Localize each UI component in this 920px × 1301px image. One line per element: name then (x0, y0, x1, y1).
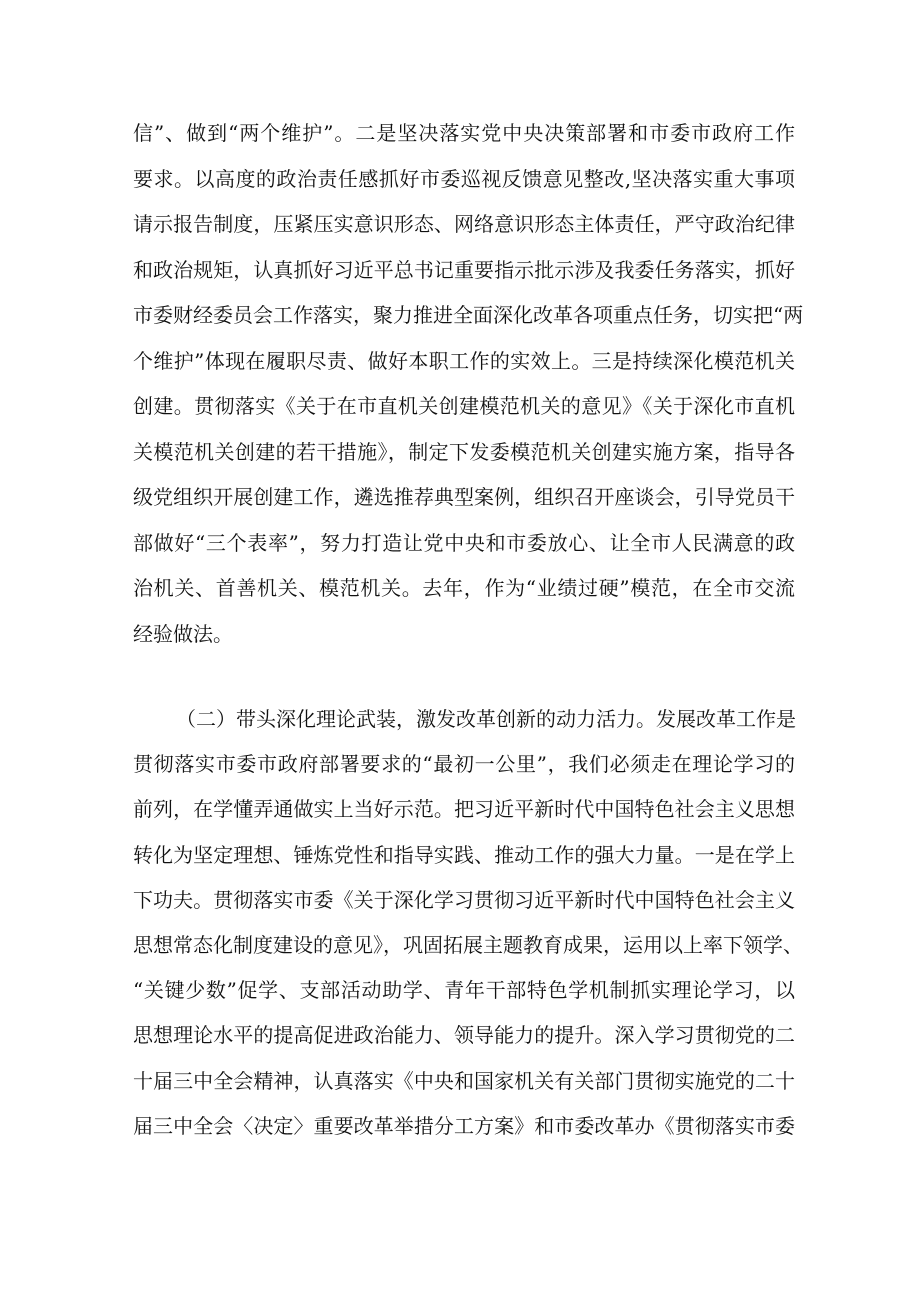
text-line: 下功夫。贯彻落实市委《关于深化学习贯彻习近平新时代中国特色社会主义 (133, 887, 795, 912)
text-line: 治机关、首善机关、模范机关。去年，作为“业绩过硬”模范，在全市交流 (133, 576, 795, 600)
text-line: 级党组织开展创建工作，遴选推荐典型案例，组织召开座谈会，引导党员干 (133, 485, 795, 509)
text-line: 关模范机关创建的若干措施》，制定下发委模范机关创建实施方案，指导各 (133, 439, 795, 464)
text-line: 经验做法。 (133, 621, 233, 646)
text-line: 市委财经委员会工作落实，聚力推进全面深化改革各项重点任务，切实把“两 (133, 303, 804, 327)
text-line: 和政治规矩，认真抓好习近平总书记重要指示批示涉及我委任务落实，抓好 (133, 257, 795, 282)
body-paragraph-1 (133, 111, 804, 657)
text-line: 届三中全会〈决定〉重要改革举措分工方案》和市委改革办《贯彻落实市委 (133, 1113, 795, 1138)
text-line: 个维护”体现在履职尽责、做好本职工作的实效上。三是持续深化模范机关 (133, 348, 795, 373)
text-line: 前列，在学懂弄通做实上当好示范。把习近平新时代中国特色社会主义思想 (133, 797, 795, 822)
body-paragraph-2 (133, 697, 803, 1149)
text-line: 部做好“三个表率”，努力打造让党中央和市委放心、让全市人民满意的政 (133, 530, 795, 555)
text-line: 转化为坚定理想、锤炼党性和指导实践、推动工作的强大力量。一是在学上 (133, 842, 795, 867)
text-line: “关键少数”促学、支部活动助学、青年干部特色学机制抓实理论学习，以 (133, 978, 795, 1003)
text-line: 创建。贯彻落实《关于在市直机关创建模范机关的意见》《关于深化市直机 (133, 394, 795, 418)
text-line: 十届三中全会精神，认真落实《中央和国家机关有关部门贯彻实施党的二十 (133, 1068, 795, 1093)
text-line: （二）带头深化理论武装，激发改革创新的动力活力。发展改革工作是 (176, 707, 796, 731)
text-line: 信”、做到“两个维护”。二是坚决落实党中央决策部署和市委市政府工作 (133, 121, 795, 145)
text-line: 贯彻落实市委市政府部署要求的“最初一公里”，我们必须走在理论学习的 (133, 752, 795, 777)
text-line: 请示报告制度，压紧压实意识形态、网络意识形态主体责任，严守政治纪律 (133, 212, 795, 236)
text-line: 思想理论水平的提高促进政治能力、领导能力的提升。深入学习贯彻党的二 (133, 1023, 795, 1048)
text-line: 要求。以高度的政治责任感抓好市委巡视反馈意见整改,坚决落实重大事项 (133, 166, 795, 191)
text-line: 思想常态化制度建设的意见》，巩固拓展主题教育成果，运用以上率下领学、 (133, 933, 803, 958)
